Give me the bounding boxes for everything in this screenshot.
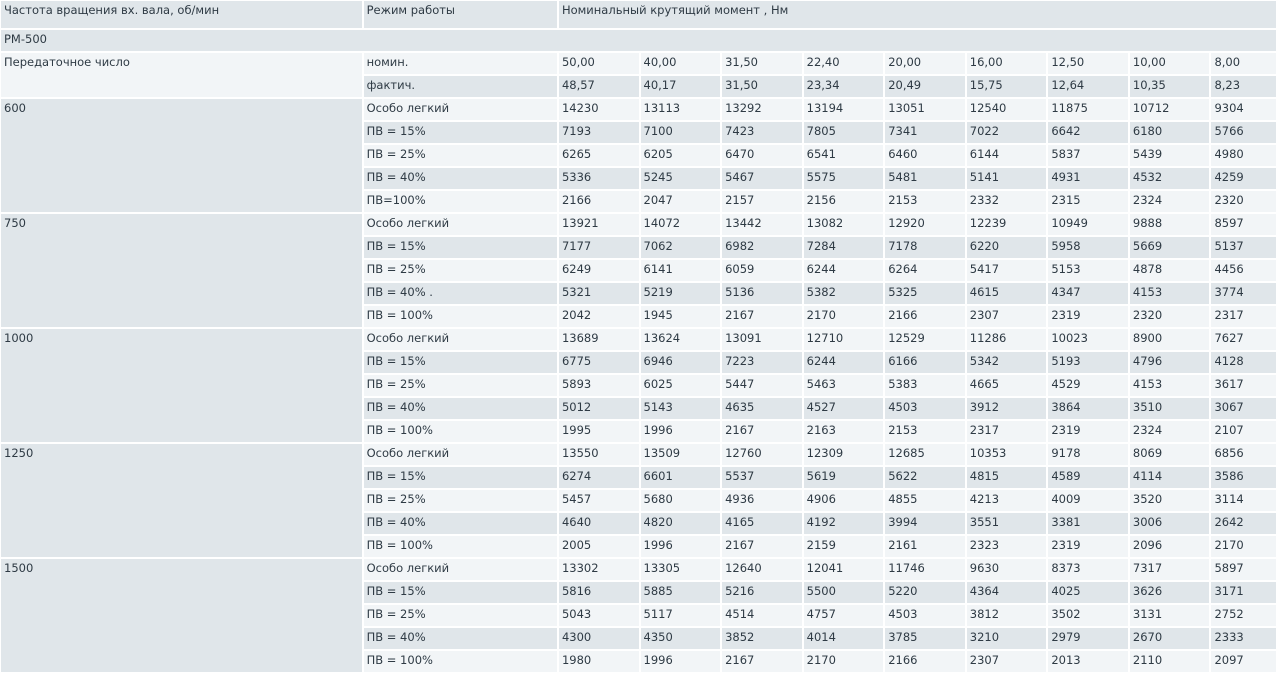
value-cell: 4153 xyxy=(1130,375,1210,396)
value-cell: 5439 xyxy=(1130,145,1210,166)
mode-cell: ПВ = 15% xyxy=(364,122,557,143)
value-cell: 7423 xyxy=(722,122,802,143)
value-cell: 4025 xyxy=(1048,582,1128,603)
value-cell: 20,00 xyxy=(885,53,965,74)
value-cell: 8373 xyxy=(1048,559,1128,580)
value-cell: 3171 xyxy=(1211,582,1276,603)
value-cell: 1996 xyxy=(641,536,721,557)
value-cell: 6166 xyxy=(885,352,965,373)
value-cell: 6059 xyxy=(722,260,802,281)
value-cell: 13194 xyxy=(804,99,884,120)
value-cell: 2166 xyxy=(885,306,965,327)
value-cell: 5669 xyxy=(1130,237,1210,258)
mode-cell: Особо легкий xyxy=(364,214,557,235)
value-cell: 13509 xyxy=(641,444,721,465)
value-cell: 4259 xyxy=(1211,168,1276,189)
value-cell: 2161 xyxy=(885,536,965,557)
value-cell: 5220 xyxy=(885,582,965,603)
value-cell: 2752 xyxy=(1211,605,1276,626)
value-cell: 6264 xyxy=(885,260,965,281)
value-cell: 5417 xyxy=(967,260,1047,281)
value-cell: 2170 xyxy=(804,306,884,327)
value-cell: 3114 xyxy=(1211,490,1276,511)
value-cell: 3551 xyxy=(967,513,1047,534)
table-row xyxy=(1,99,1276,120)
value-cell: 2156 xyxy=(804,191,884,212)
value-cell: 9888 xyxy=(1130,214,1210,235)
value-cell: 22,40 xyxy=(804,53,884,74)
value-cell: 12640 xyxy=(722,559,802,580)
value-cell: 12309 xyxy=(804,444,884,465)
speed-cell: 1000 xyxy=(1,329,362,442)
value-cell: 3785 xyxy=(885,628,965,649)
value-cell: 2110 xyxy=(1130,651,1210,672)
model-row xyxy=(1,30,1276,51)
value-cell: 1980 xyxy=(559,651,639,672)
value-cell: 31,50 xyxy=(722,53,802,74)
value-cell: 12239 xyxy=(967,214,1047,235)
value-cell: 2096 xyxy=(1130,536,1210,557)
speed-cell: 750 xyxy=(1,214,362,327)
speed-cell: 1500 xyxy=(1,559,362,672)
value-cell: 4014 xyxy=(804,628,884,649)
value-cell: 2167 xyxy=(722,651,802,672)
value-cell: 6982 xyxy=(722,237,802,258)
value-cell: 3510 xyxy=(1130,398,1210,419)
mode-cell: Особо легкий xyxy=(364,99,557,120)
value-cell: 2159 xyxy=(804,536,884,557)
value-cell: 13292 xyxy=(722,99,802,120)
ratio-row xyxy=(1,53,1276,74)
value-cell: 2005 xyxy=(559,536,639,557)
value-cell: 2979 xyxy=(1048,628,1128,649)
value-cell: 5342 xyxy=(967,352,1047,373)
value-cell: 9630 xyxy=(967,559,1047,580)
value-cell: 2320 xyxy=(1211,191,1276,212)
value-cell: 13921 xyxy=(559,214,639,235)
value-cell: 2170 xyxy=(804,651,884,672)
speed-cell: 600 xyxy=(1,99,362,212)
value-cell: 5336 xyxy=(559,168,639,189)
value-cell: 8069 xyxy=(1130,444,1210,465)
value-cell: 5766 xyxy=(1211,122,1276,143)
value-cell: 8900 xyxy=(1130,329,1210,350)
value-cell: 2317 xyxy=(1211,306,1276,327)
value-cell: 10023 xyxy=(1048,329,1128,350)
value-cell: 3131 xyxy=(1130,605,1210,626)
value-cell: 3852 xyxy=(722,628,802,649)
value-cell: 4980 xyxy=(1211,145,1276,166)
mode-cell: ПВ = 100% xyxy=(364,651,557,672)
value-cell: 13091 xyxy=(722,329,802,350)
value-cell: 7062 xyxy=(641,237,721,258)
value-cell: 4665 xyxy=(967,375,1047,396)
value-cell: 5153 xyxy=(1048,260,1128,281)
mode-cell: ПВ = 15% xyxy=(364,467,557,488)
value-cell: 5885 xyxy=(641,582,721,603)
value-cell: 2167 xyxy=(722,306,802,327)
value-cell: 4757 xyxy=(804,605,884,626)
value-cell: 7100 xyxy=(641,122,721,143)
value-cell: 13442 xyxy=(722,214,802,235)
value-cell: 6470 xyxy=(722,145,802,166)
value-cell: 7317 xyxy=(1130,559,1210,580)
value-cell: 2166 xyxy=(559,191,639,212)
value-cell: 7284 xyxy=(804,237,884,258)
table-row xyxy=(1,329,1276,350)
value-cell: 2319 xyxy=(1048,306,1128,327)
value-cell: 2324 xyxy=(1130,191,1210,212)
value-cell: 7341 xyxy=(885,122,965,143)
value-cell: 4820 xyxy=(641,513,721,534)
speed-cell: 1250 xyxy=(1,444,362,557)
value-cell: 5137 xyxy=(1211,237,1276,258)
value-cell: 4931 xyxy=(1048,168,1128,189)
value-cell: 5321 xyxy=(559,283,639,304)
value-cell: 12920 xyxy=(885,214,965,235)
value-cell: 5141 xyxy=(967,168,1047,189)
value-cell: 5837 xyxy=(1048,145,1128,166)
value-cell: 3774 xyxy=(1211,283,1276,304)
value-cell: 5383 xyxy=(885,375,965,396)
value-cell: 4514 xyxy=(722,605,802,626)
value-cell: 4456 xyxy=(1211,260,1276,281)
value-cell: 3586 xyxy=(1211,467,1276,488)
value-cell: 4300 xyxy=(559,628,639,649)
value-cell: 3617 xyxy=(1211,375,1276,396)
value-cell: 4213 xyxy=(967,490,1047,511)
value-cell: 4529 xyxy=(1048,375,1128,396)
value-cell: 13113 xyxy=(641,99,721,120)
value-cell: 40,00 xyxy=(641,53,721,74)
value-cell: 10712 xyxy=(1130,99,1210,120)
value-cell: 13624 xyxy=(641,329,721,350)
value-cell: 12,64 xyxy=(1048,76,1128,97)
value-cell: 3502 xyxy=(1048,605,1128,626)
value-cell: 15,75 xyxy=(967,76,1047,97)
value-cell: 2317 xyxy=(967,421,1047,442)
value-cell: 8597 xyxy=(1211,214,1276,235)
value-cell: 11746 xyxy=(885,559,965,580)
mode-cell: ПВ = 40% xyxy=(364,513,557,534)
mode-cell: ПВ = 40% xyxy=(364,168,557,189)
mode-cell: ПВ = 25% xyxy=(364,260,557,281)
value-cell: 3006 xyxy=(1130,513,1210,534)
mode-cell: ПВ = 25% xyxy=(364,605,557,626)
value-cell: 6642 xyxy=(1048,122,1128,143)
mode-cell: ПВ = 25% xyxy=(364,145,557,166)
value-cell: 1996 xyxy=(641,421,721,442)
value-cell: 7805 xyxy=(804,122,884,143)
value-cell: 2166 xyxy=(885,651,965,672)
value-cell: 3912 xyxy=(967,398,1047,419)
value-cell: 5575 xyxy=(804,168,884,189)
value-cell: 1995 xyxy=(559,421,639,442)
mode-cell: ПВ = 40% xyxy=(364,628,557,649)
table-row xyxy=(1,214,1276,235)
value-cell: 10949 xyxy=(1048,214,1128,235)
value-cell: 8,23 xyxy=(1211,76,1276,97)
value-cell: 5893 xyxy=(559,375,639,396)
value-cell: 13305 xyxy=(641,559,721,580)
value-cell: 7177 xyxy=(559,237,639,258)
header-torque: Номинальный крутящий момент , Нм xyxy=(559,1,1276,28)
value-cell: 7193 xyxy=(559,122,639,143)
value-cell: 13689 xyxy=(559,329,639,350)
value-cell: 31,50 xyxy=(722,76,802,97)
value-cell: 13051 xyxy=(885,99,965,120)
value-cell: 2107 xyxy=(1211,421,1276,442)
value-cell: 2324 xyxy=(1130,421,1210,442)
mode-cell: ПВ=100% xyxy=(364,191,557,212)
value-cell: 40,17 xyxy=(641,76,721,97)
value-cell: 5500 xyxy=(804,582,884,603)
value-cell: 3626 xyxy=(1130,582,1210,603)
value-cell: 6144 xyxy=(967,145,1047,166)
value-cell: 2332 xyxy=(967,191,1047,212)
value-cell: 4878 xyxy=(1130,260,1210,281)
value-cell: 2167 xyxy=(722,536,802,557)
value-cell: 4635 xyxy=(722,398,802,419)
value-cell: 5216 xyxy=(722,582,802,603)
value-cell: 5467 xyxy=(722,168,802,189)
value-cell: 3210 xyxy=(967,628,1047,649)
value-cell: 2167 xyxy=(722,421,802,442)
value-cell: 1945 xyxy=(641,306,721,327)
mode-cell: ПВ = 15% xyxy=(364,352,557,373)
value-cell: 6244 xyxy=(804,352,884,373)
table-row xyxy=(1,444,1276,465)
mode-cell: номин. xyxy=(364,53,557,74)
value-cell: 6274 xyxy=(559,467,639,488)
value-cell: 4192 xyxy=(804,513,884,534)
value-cell: 3994 xyxy=(885,513,965,534)
value-cell: 5136 xyxy=(722,283,802,304)
value-cell: 6775 xyxy=(559,352,639,373)
value-cell: 5012 xyxy=(559,398,639,419)
value-cell: 4589 xyxy=(1048,467,1128,488)
value-cell: 4350 xyxy=(641,628,721,649)
value-cell: 5463 xyxy=(804,375,884,396)
mode-cell: ПВ = 100% xyxy=(364,306,557,327)
value-cell: 1996 xyxy=(641,651,721,672)
mode-cell: ПВ = 40% . xyxy=(364,283,557,304)
value-cell: 13302 xyxy=(559,559,639,580)
value-cell: 2013 xyxy=(1048,651,1128,672)
value-cell: 12685 xyxy=(885,444,965,465)
value-cell: 4855 xyxy=(885,490,965,511)
value-cell: 12760 xyxy=(722,444,802,465)
value-cell: 11286 xyxy=(967,329,1047,350)
value-cell: 6244 xyxy=(804,260,884,281)
mode-cell: Особо легкий xyxy=(364,559,557,580)
mode-cell: ПВ = 25% xyxy=(364,375,557,396)
ratio-label: Передаточное число xyxy=(1,53,362,97)
value-cell: 5897 xyxy=(1211,559,1276,580)
value-cell: 13550 xyxy=(559,444,639,465)
value-cell: 20,49 xyxy=(885,76,965,97)
value-cell: 5117 xyxy=(641,605,721,626)
value-cell: 6249 xyxy=(559,260,639,281)
value-cell: 2307 xyxy=(967,651,1047,672)
value-cell: 5457 xyxy=(559,490,639,511)
value-cell: 4165 xyxy=(722,513,802,534)
value-cell: 4153 xyxy=(1130,283,1210,304)
value-cell: 5143 xyxy=(641,398,721,419)
torque-table-body xyxy=(1,1,1276,672)
mode-cell: ПВ = 15% xyxy=(364,582,557,603)
value-cell: 4796 xyxy=(1130,352,1210,373)
value-cell: 5816 xyxy=(559,582,639,603)
value-cell: 4128 xyxy=(1211,352,1276,373)
mode-cell: ПВ = 100% xyxy=(364,421,557,442)
value-cell: 6946 xyxy=(641,352,721,373)
value-cell: 4009 xyxy=(1048,490,1128,511)
value-cell: 7022 xyxy=(967,122,1047,143)
value-cell: 16,00 xyxy=(967,53,1047,74)
value-cell: 4364 xyxy=(967,582,1047,603)
value-cell: 48,57 xyxy=(559,76,639,97)
value-cell: 6025 xyxy=(641,375,721,396)
value-cell: 3067 xyxy=(1211,398,1276,419)
value-cell: 5219 xyxy=(641,283,721,304)
header-speed: Частота вращения вх. вала, об/мин xyxy=(1,1,362,28)
value-cell: 12710 xyxy=(804,329,884,350)
value-cell: 2320 xyxy=(1130,306,1210,327)
value-cell: 4815 xyxy=(967,467,1047,488)
value-cell: 2319 xyxy=(1048,421,1128,442)
value-cell: 2047 xyxy=(641,191,721,212)
value-cell: 10,00 xyxy=(1130,53,1210,74)
value-cell: 12540 xyxy=(967,99,1047,120)
value-cell: 4906 xyxy=(804,490,884,511)
mode-cell: ПВ = 25% xyxy=(364,490,557,511)
value-cell: 3520 xyxy=(1130,490,1210,511)
value-cell: 7178 xyxy=(885,237,965,258)
header-row xyxy=(1,1,1276,28)
value-cell: 5193 xyxy=(1048,352,1128,373)
mode-cell: Особо легкий xyxy=(364,444,557,465)
value-cell: 6601 xyxy=(641,467,721,488)
value-cell: 2153 xyxy=(885,191,965,212)
value-cell: 2170 xyxy=(1211,536,1276,557)
value-cell: 6220 xyxy=(967,237,1047,258)
value-cell: 3864 xyxy=(1048,398,1128,419)
value-cell: 5622 xyxy=(885,467,965,488)
value-cell: 4503 xyxy=(885,605,965,626)
value-cell: 12529 xyxy=(885,329,965,350)
value-cell: 6141 xyxy=(641,260,721,281)
mode-cell: ПВ = 15% xyxy=(364,237,557,258)
mode-cell: ПВ = 100% xyxy=(364,536,557,557)
value-cell: 5537 xyxy=(722,467,802,488)
value-cell: 10,35 xyxy=(1130,76,1210,97)
value-cell: 4114 xyxy=(1130,467,1210,488)
value-cell: 3381 xyxy=(1048,513,1128,534)
value-cell: 5481 xyxy=(885,168,965,189)
value-cell: 7223 xyxy=(722,352,802,373)
value-cell: 2319 xyxy=(1048,536,1128,557)
value-cell: 5245 xyxy=(641,168,721,189)
value-cell: 2157 xyxy=(722,191,802,212)
value-cell: 5325 xyxy=(885,283,965,304)
value-cell: 14230 xyxy=(559,99,639,120)
value-cell: 50,00 xyxy=(559,53,639,74)
value-cell: 5043 xyxy=(559,605,639,626)
value-cell: 6180 xyxy=(1130,122,1210,143)
value-cell: 2315 xyxy=(1048,191,1128,212)
value-cell: 3812 xyxy=(967,605,1047,626)
value-cell: 2307 xyxy=(967,306,1047,327)
value-cell: 9178 xyxy=(1048,444,1128,465)
value-cell: 2670 xyxy=(1130,628,1210,649)
mode-cell: фактич. xyxy=(364,76,557,97)
value-cell: 5680 xyxy=(641,490,721,511)
value-cell: 4936 xyxy=(722,490,802,511)
header-mode: Режим работы xyxy=(364,1,557,28)
model-name: РМ-500 xyxy=(1,30,1276,51)
value-cell: 10353 xyxy=(967,444,1047,465)
value-cell: 6205 xyxy=(641,145,721,166)
value-cell: 9304 xyxy=(1211,99,1276,120)
value-cell: 5619 xyxy=(804,467,884,488)
value-cell: 4615 xyxy=(967,283,1047,304)
value-cell: 4640 xyxy=(559,513,639,534)
value-cell: 5958 xyxy=(1048,237,1128,258)
value-cell: 6460 xyxy=(885,145,965,166)
value-cell: 2163 xyxy=(804,421,884,442)
value-cell: 6265 xyxy=(559,145,639,166)
value-cell: 4527 xyxy=(804,398,884,419)
value-cell: 2097 xyxy=(1211,651,1276,672)
value-cell: 6541 xyxy=(804,145,884,166)
value-cell: 4347 xyxy=(1048,283,1128,304)
value-cell: 5382 xyxy=(804,283,884,304)
mode-cell: Особо легкий xyxy=(364,329,557,350)
value-cell: 23,34 xyxy=(804,76,884,97)
value-cell: 2323 xyxy=(967,536,1047,557)
value-cell: 2042 xyxy=(559,306,639,327)
value-cell: 2333 xyxy=(1211,628,1276,649)
value-cell: 2153 xyxy=(885,421,965,442)
value-cell: 2642 xyxy=(1211,513,1276,534)
value-cell: 12041 xyxy=(804,559,884,580)
mode-cell: ПВ = 40% xyxy=(364,398,557,419)
value-cell: 7627 xyxy=(1211,329,1276,350)
value-cell: 11875 xyxy=(1048,99,1128,120)
value-cell: 12,50 xyxy=(1048,53,1128,74)
value-cell: 8,00 xyxy=(1211,53,1276,74)
table-row xyxy=(1,559,1276,580)
value-cell: 13082 xyxy=(804,214,884,235)
value-cell: 14072 xyxy=(641,214,721,235)
value-cell: 6856 xyxy=(1211,444,1276,465)
value-cell: 4532 xyxy=(1130,168,1210,189)
value-cell: 4503 xyxy=(885,398,965,419)
value-cell: 5447 xyxy=(722,375,802,396)
